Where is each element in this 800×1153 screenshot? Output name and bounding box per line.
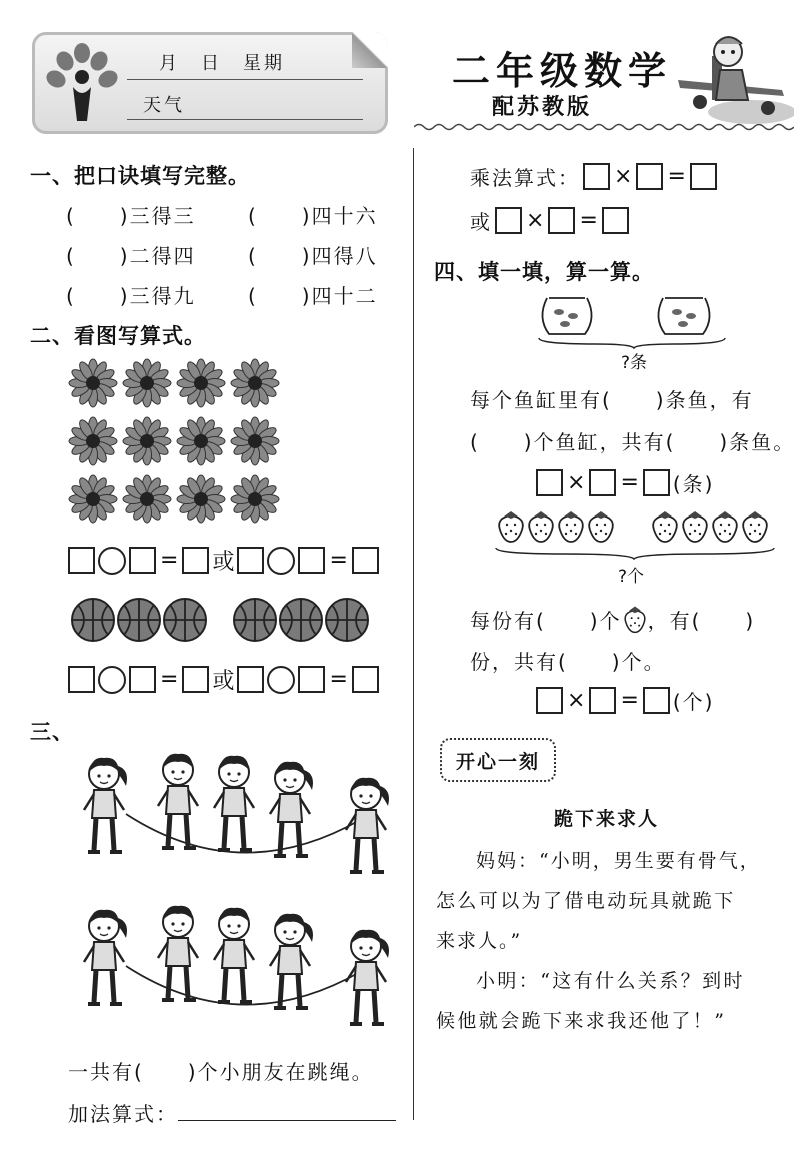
verse-text: 三得九 xyxy=(129,284,196,308)
date-weather-panel xyxy=(32,32,388,134)
flower-icon xyxy=(68,416,118,466)
flower-icon xyxy=(230,416,280,466)
answer-blank[interactable]: ( ) xyxy=(66,204,130,228)
or-label: 或 xyxy=(470,210,492,234)
flower-equation-row xyxy=(68,545,379,576)
strawberry-icon xyxy=(622,604,648,634)
answer-box[interactable] xyxy=(536,469,563,496)
section2-title: 二、看图写算式。 xyxy=(30,324,206,348)
equals-sign: = xyxy=(579,208,598,233)
strawberry-icon xyxy=(556,508,586,544)
child-figure xyxy=(206,750,262,860)
operator-circle[interactable] xyxy=(98,666,126,694)
or-label: 或 xyxy=(212,669,235,694)
verse-text: 二得四 xyxy=(129,244,196,268)
strawberry-icon xyxy=(586,508,616,544)
section4-title: 四、填一填，算一算。 xyxy=(434,260,654,284)
fish-equation-row xyxy=(536,468,714,497)
operator-circle[interactable] xyxy=(267,666,295,694)
answer-blank[interactable]: ( ) xyxy=(248,204,312,228)
flower-icon xyxy=(176,474,226,524)
flower-icon xyxy=(122,474,172,524)
child-figure xyxy=(150,900,206,1010)
story-line: 候他就会跪下来求我还他了！” xyxy=(436,1010,727,1032)
verse-item xyxy=(248,240,378,269)
berry-question-line2: 份，共有( )个。 xyxy=(470,650,666,674)
multiplication-row-alt xyxy=(470,206,629,235)
equals-sign: = xyxy=(329,667,348,692)
flower-icon xyxy=(176,358,226,408)
answer-box[interactable] xyxy=(548,207,575,234)
answer-box[interactable] xyxy=(495,207,522,234)
basketball-icon xyxy=(278,597,324,643)
answer-box[interactable] xyxy=(636,163,663,190)
answer-box[interactable] xyxy=(352,666,379,693)
verse-text: 四十二 xyxy=(311,284,378,308)
page-title: 二年级数学 xyxy=(452,49,673,93)
berry-question-line1 xyxy=(470,604,755,634)
answer-box[interactable] xyxy=(182,547,209,574)
equals-sign: = xyxy=(160,548,179,573)
answer-box[interactable] xyxy=(68,547,95,574)
unit-label: (条) xyxy=(672,472,715,496)
date-underline xyxy=(127,79,363,80)
flower-icon xyxy=(230,474,280,524)
fish-total-label: ?条 xyxy=(621,353,648,373)
strawberry-brace xyxy=(494,546,776,560)
berry-text: ，有( ) xyxy=(647,608,756,633)
equals-sign: = xyxy=(667,164,686,189)
verse-item xyxy=(248,200,378,229)
flower-icon xyxy=(122,416,172,466)
flower-icon xyxy=(176,416,226,466)
answer-box[interactable] xyxy=(589,469,616,496)
answer-blank[interactable]: ( ) xyxy=(248,284,312,308)
boy-with-plane-illustration xyxy=(672,30,794,126)
page-subtitle: 配苏教版 xyxy=(492,94,593,120)
times-sign: × xyxy=(567,470,586,495)
answer-blank[interactable]: ( ) xyxy=(66,244,130,268)
strawberry-icon xyxy=(740,508,770,544)
or-label: 或 xyxy=(212,550,235,575)
basketball-icon xyxy=(324,597,370,643)
section1-title: 一、把口诀填写完整。 xyxy=(30,164,250,188)
answer-box[interactable] xyxy=(298,666,325,693)
basketball-equation-row xyxy=(68,664,379,695)
unit-label: (个) xyxy=(672,690,715,714)
equals-sign: = xyxy=(329,548,348,573)
child-figure xyxy=(338,772,394,882)
times-sign: × xyxy=(567,688,586,713)
answer-box[interactable] xyxy=(237,547,264,574)
operator-circle[interactable] xyxy=(267,547,295,575)
child-figure xyxy=(150,748,206,858)
answer-box[interactable] xyxy=(129,547,156,574)
story-line: 怎么可以为了借电动玩具就跪下 xyxy=(436,890,736,912)
verse-text: 三得三 xyxy=(129,204,196,228)
strawberry-icon xyxy=(496,508,526,544)
answer-box[interactable] xyxy=(129,666,156,693)
basketball-icon xyxy=(162,597,208,643)
flower-icon xyxy=(68,474,118,524)
answer-box[interactable] xyxy=(536,687,563,714)
verse-item xyxy=(248,280,378,309)
story-line: 妈妈：“小明，男生要有骨气， xyxy=(476,850,761,872)
child-figure xyxy=(262,756,318,866)
mult-label: 乘法算式： xyxy=(470,166,580,190)
strawberry-icon xyxy=(710,508,740,544)
tree-logo-icon xyxy=(43,41,121,125)
answer-blank[interactable]: ( ) xyxy=(248,244,312,268)
answer-box[interactable] xyxy=(583,163,610,190)
equals-sign: = xyxy=(620,688,639,713)
fish-bowls-illustration xyxy=(535,290,735,350)
verse-item xyxy=(66,200,196,229)
section3-title: 三、 xyxy=(30,720,74,744)
addition-answer-line[interactable] xyxy=(178,1120,396,1121)
basketball-icon xyxy=(70,597,116,643)
answer-box[interactable] xyxy=(643,687,670,714)
answer-blank[interactable]: ( ) xyxy=(66,284,130,308)
addition-label: 加法算式： xyxy=(68,1102,178,1126)
multiplication-row xyxy=(470,162,717,191)
child-figure xyxy=(76,752,132,862)
answer-box[interactable] xyxy=(68,666,95,693)
date-line: 月 日 星期 xyxy=(159,53,285,74)
berry-equation-row xyxy=(536,686,714,715)
kids-count-question: 一共有( )个小朋友在跳绳。 xyxy=(68,1060,374,1084)
story-line: 小明：“这有什么关系？到时 xyxy=(476,970,745,992)
strawberry-total-label: ?个 xyxy=(618,567,645,587)
answer-box[interactable] xyxy=(237,666,264,693)
times-sign: × xyxy=(614,164,633,189)
answer-box[interactable] xyxy=(298,547,325,574)
child-figure xyxy=(262,908,318,1018)
flower-icon xyxy=(122,358,172,408)
strawberry-icon xyxy=(526,508,556,544)
answer-box[interactable] xyxy=(690,163,717,190)
verse-item xyxy=(66,240,196,269)
badge-label: 开心一刻 xyxy=(455,750,540,773)
page-curl xyxy=(352,32,388,68)
basketball-icon xyxy=(116,597,162,643)
flower-icon xyxy=(68,358,118,408)
strawberry-icon xyxy=(680,508,710,544)
answer-box[interactable] xyxy=(602,207,629,234)
equals-sign: = xyxy=(620,470,639,495)
child-figure xyxy=(338,924,394,1034)
basketball-icon xyxy=(232,597,278,643)
equals-sign: = xyxy=(160,667,179,692)
story-title: 跪下来求人 xyxy=(554,808,660,830)
column-divider xyxy=(413,148,414,1120)
verse-item xyxy=(66,280,196,309)
child-figure xyxy=(76,904,132,1014)
happy-moment-badge xyxy=(440,738,556,782)
fish-question-line2: ( )个鱼缸，共有( )条鱼。 xyxy=(470,430,796,454)
verse-text: 四十六 xyxy=(311,204,378,228)
answer-box[interactable] xyxy=(589,687,616,714)
strawberry-icon xyxy=(650,508,680,544)
weather-label: 天气 xyxy=(143,95,185,116)
weather-underline xyxy=(127,119,363,120)
verse-text: 四得八 xyxy=(311,244,378,268)
operator-circle[interactable] xyxy=(98,547,126,575)
berry-text: 每份有( )个 xyxy=(470,608,622,633)
times-sign: × xyxy=(526,208,545,233)
story-line: 来求人。” xyxy=(436,930,523,952)
fish-question-line1: 每个鱼缸里有( )条鱼，有 xyxy=(470,388,754,412)
flower-icon xyxy=(230,358,280,408)
answer-box[interactable] xyxy=(182,666,209,693)
child-figure xyxy=(206,902,262,1012)
answer-box[interactable] xyxy=(643,469,670,496)
answer-box[interactable] xyxy=(352,547,379,574)
